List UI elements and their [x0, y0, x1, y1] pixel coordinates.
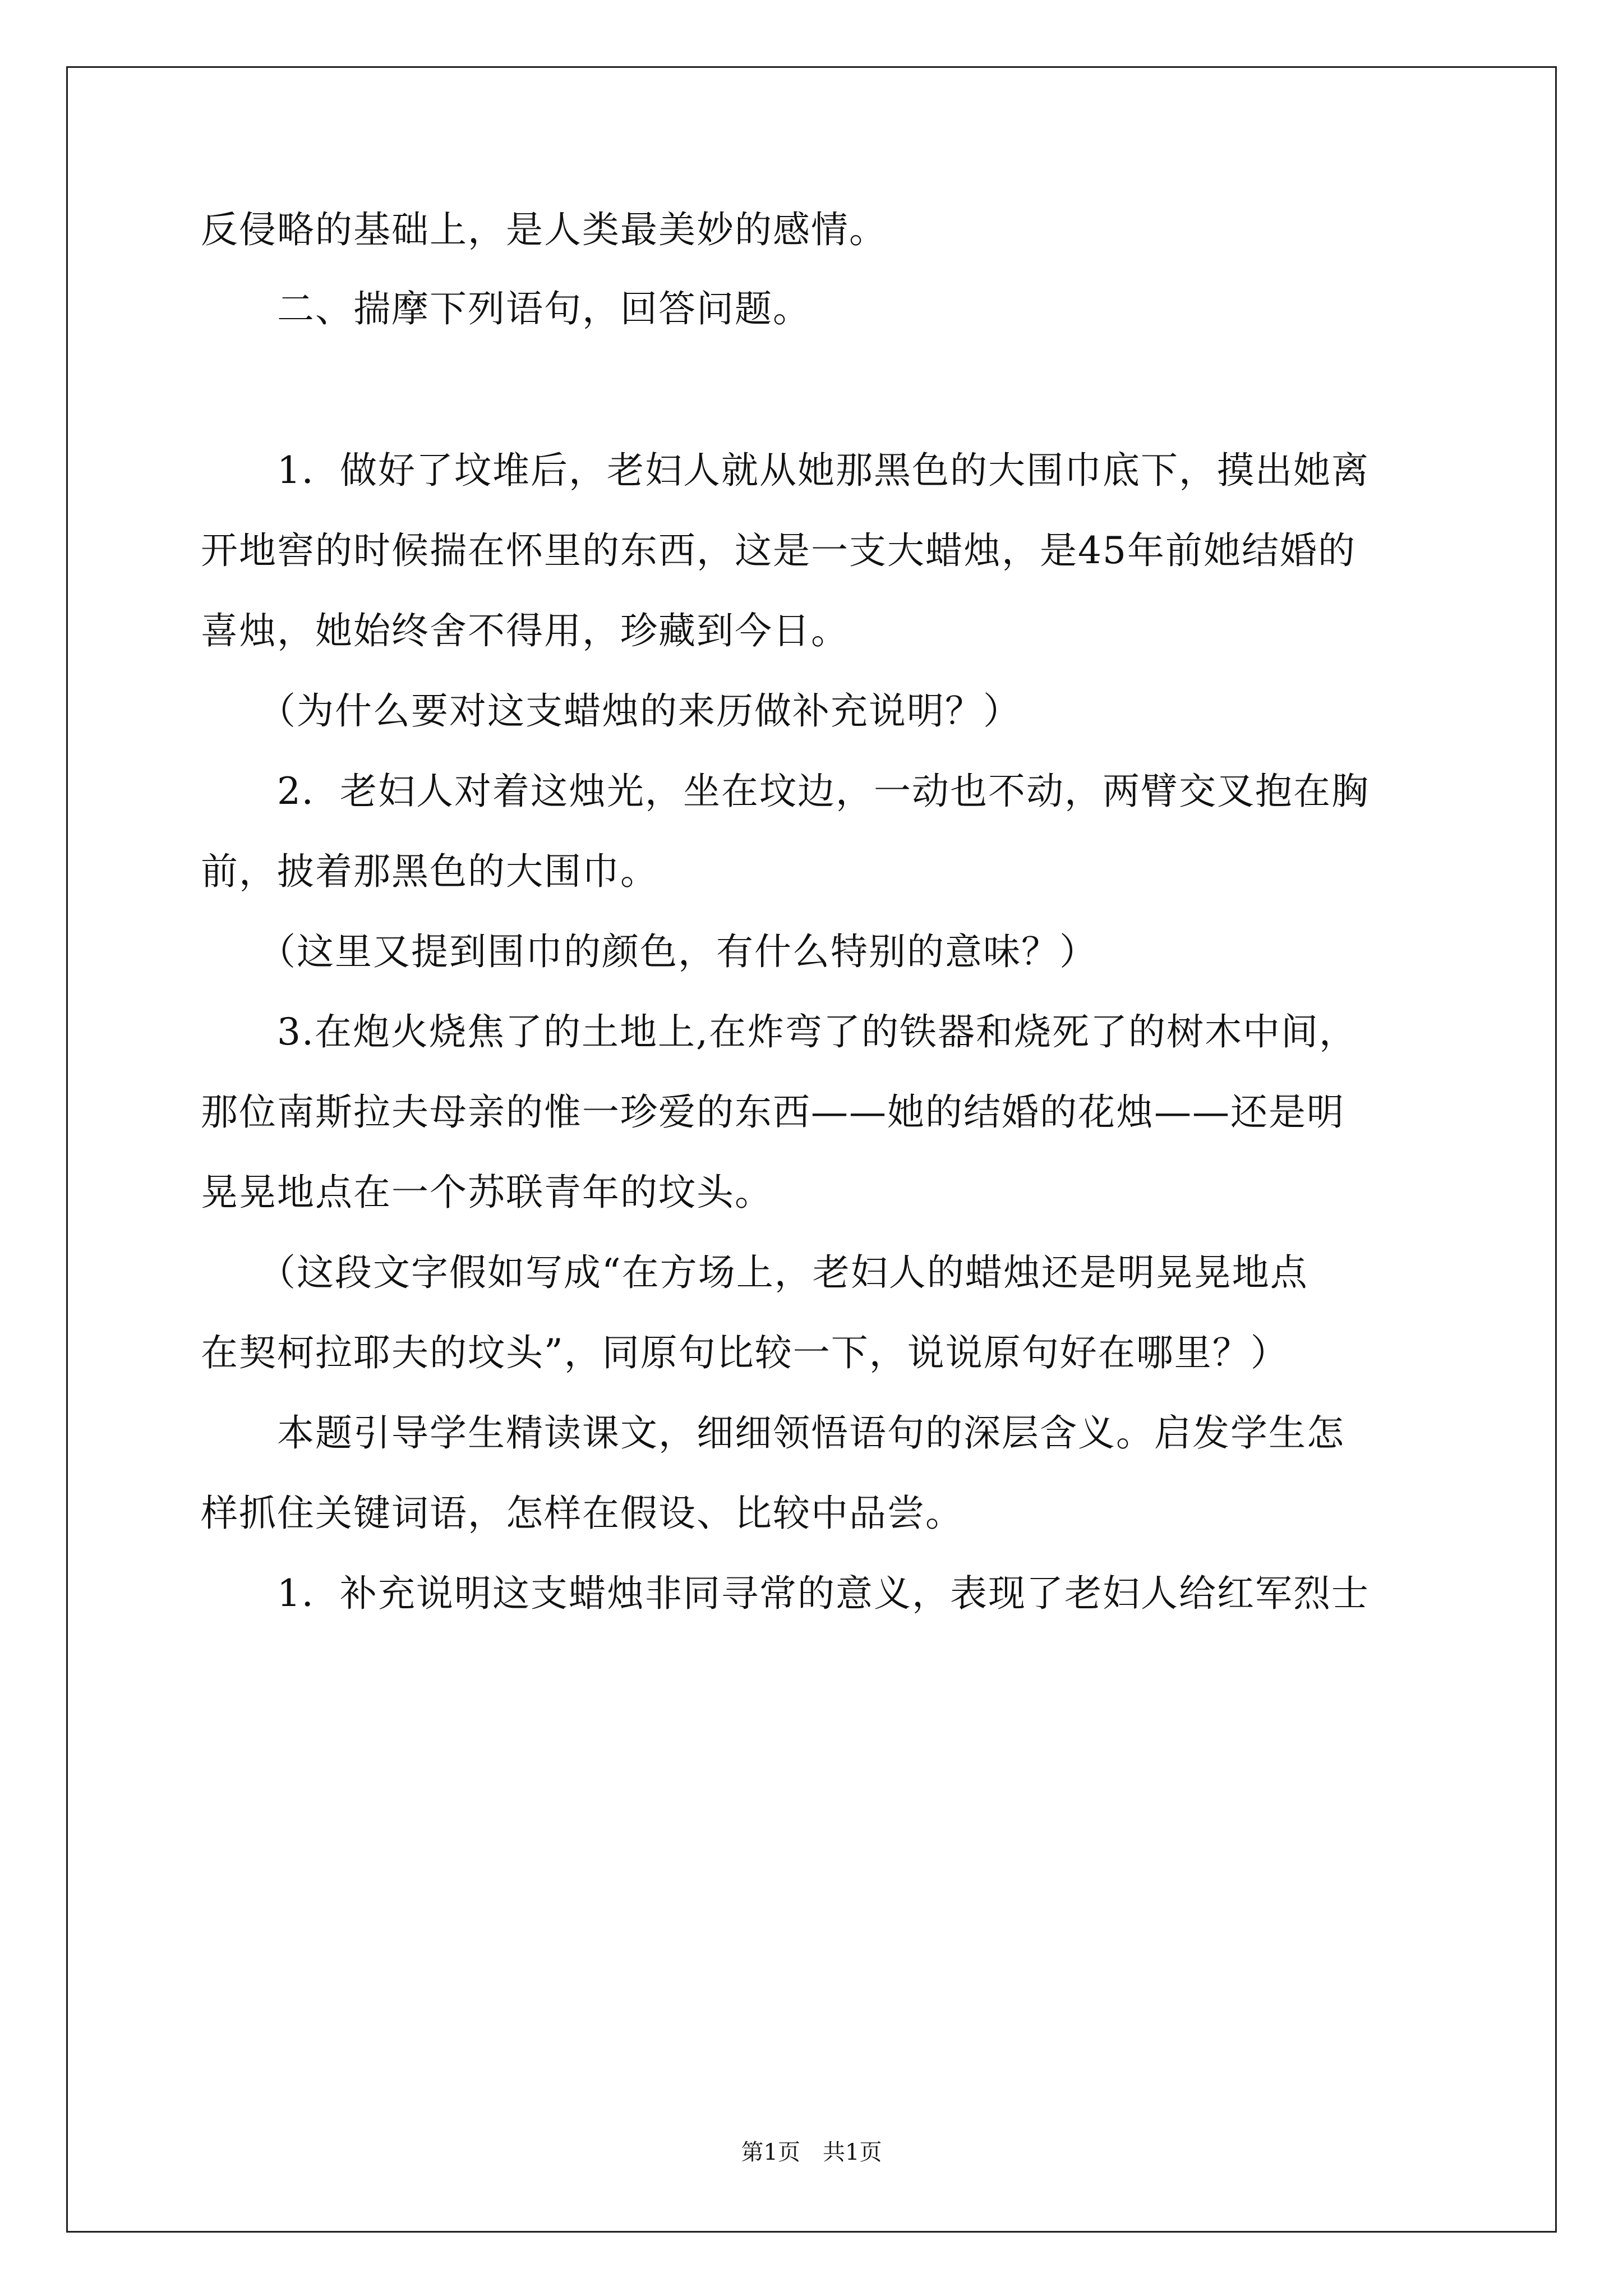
text-line-8: 前，披着那黑色的大围巾。	[201, 850, 658, 893]
text-line-3: 1．做好了坟堆后，老妇人就从她那黑色的大围巾底下，摸出她离	[201, 449, 1370, 492]
page-border	[66, 66, 1557, 2233]
text-line-16: 样抓住关键词语，怎样在假设、比较中品尝。	[201, 1492, 963, 1535]
text-line-2: 二、揣摩下列语句，回答问题。	[201, 287, 811, 330]
text-line-13: （这段文字假如写成“在方场上，老妇人的蜡烛还是明晃晃地点	[201, 1251, 1308, 1294]
text-line-1: 反侵略的基础上，是人类最美妙的感情。	[201, 208, 887, 251]
text-line-14: 在契柯拉耶夫的坟头”，同原句比较一下，说说原句好在哪里？）	[201, 1331, 1289, 1374]
page-footer: 第1页 共1页	[741, 2139, 882, 2165]
text-line-4: 开地窖的时候揣在怀里的东西，这是一支大蜡烛，是45年前她结婚的	[201, 529, 1356, 572]
text-line-11: 那位南斯拉夫母亲的惟一珍爱的东西——她的结婚的花烛——还是明	[201, 1091, 1345, 1134]
text-line-5: 喜烛，她始终舍不得用，珍藏到今日。	[201, 609, 849, 652]
text-line-6: （为什么要对这支蜡烛的来历做补充说明？）	[201, 689, 1021, 733]
text-line-15: 本题引导学生精读课文，细细领悟语句的深层含义。启发学生怎	[201, 1411, 1345, 1455]
text-line-7: 2．老妇人对着这烛光，坐在坟边，一动也不动，两臂交叉抱在胸	[201, 770, 1370, 813]
text-line-10: 3.在炮火烧焦了的土地上,在炸弯了的铁器和烧死了的树木中间，	[201, 1010, 1357, 1053]
text-line-17: 1．补充说明这支蜡烛非同寻常的意义，表现了老妇人给红军烈士	[201, 1572, 1370, 1615]
text-line-12: 晃晃地点在一个苏联青年的坟头。	[201, 1171, 773, 1214]
text-line-9: （这里又提到围巾的颜色，有什么特别的意味？）	[201, 930, 1098, 973]
